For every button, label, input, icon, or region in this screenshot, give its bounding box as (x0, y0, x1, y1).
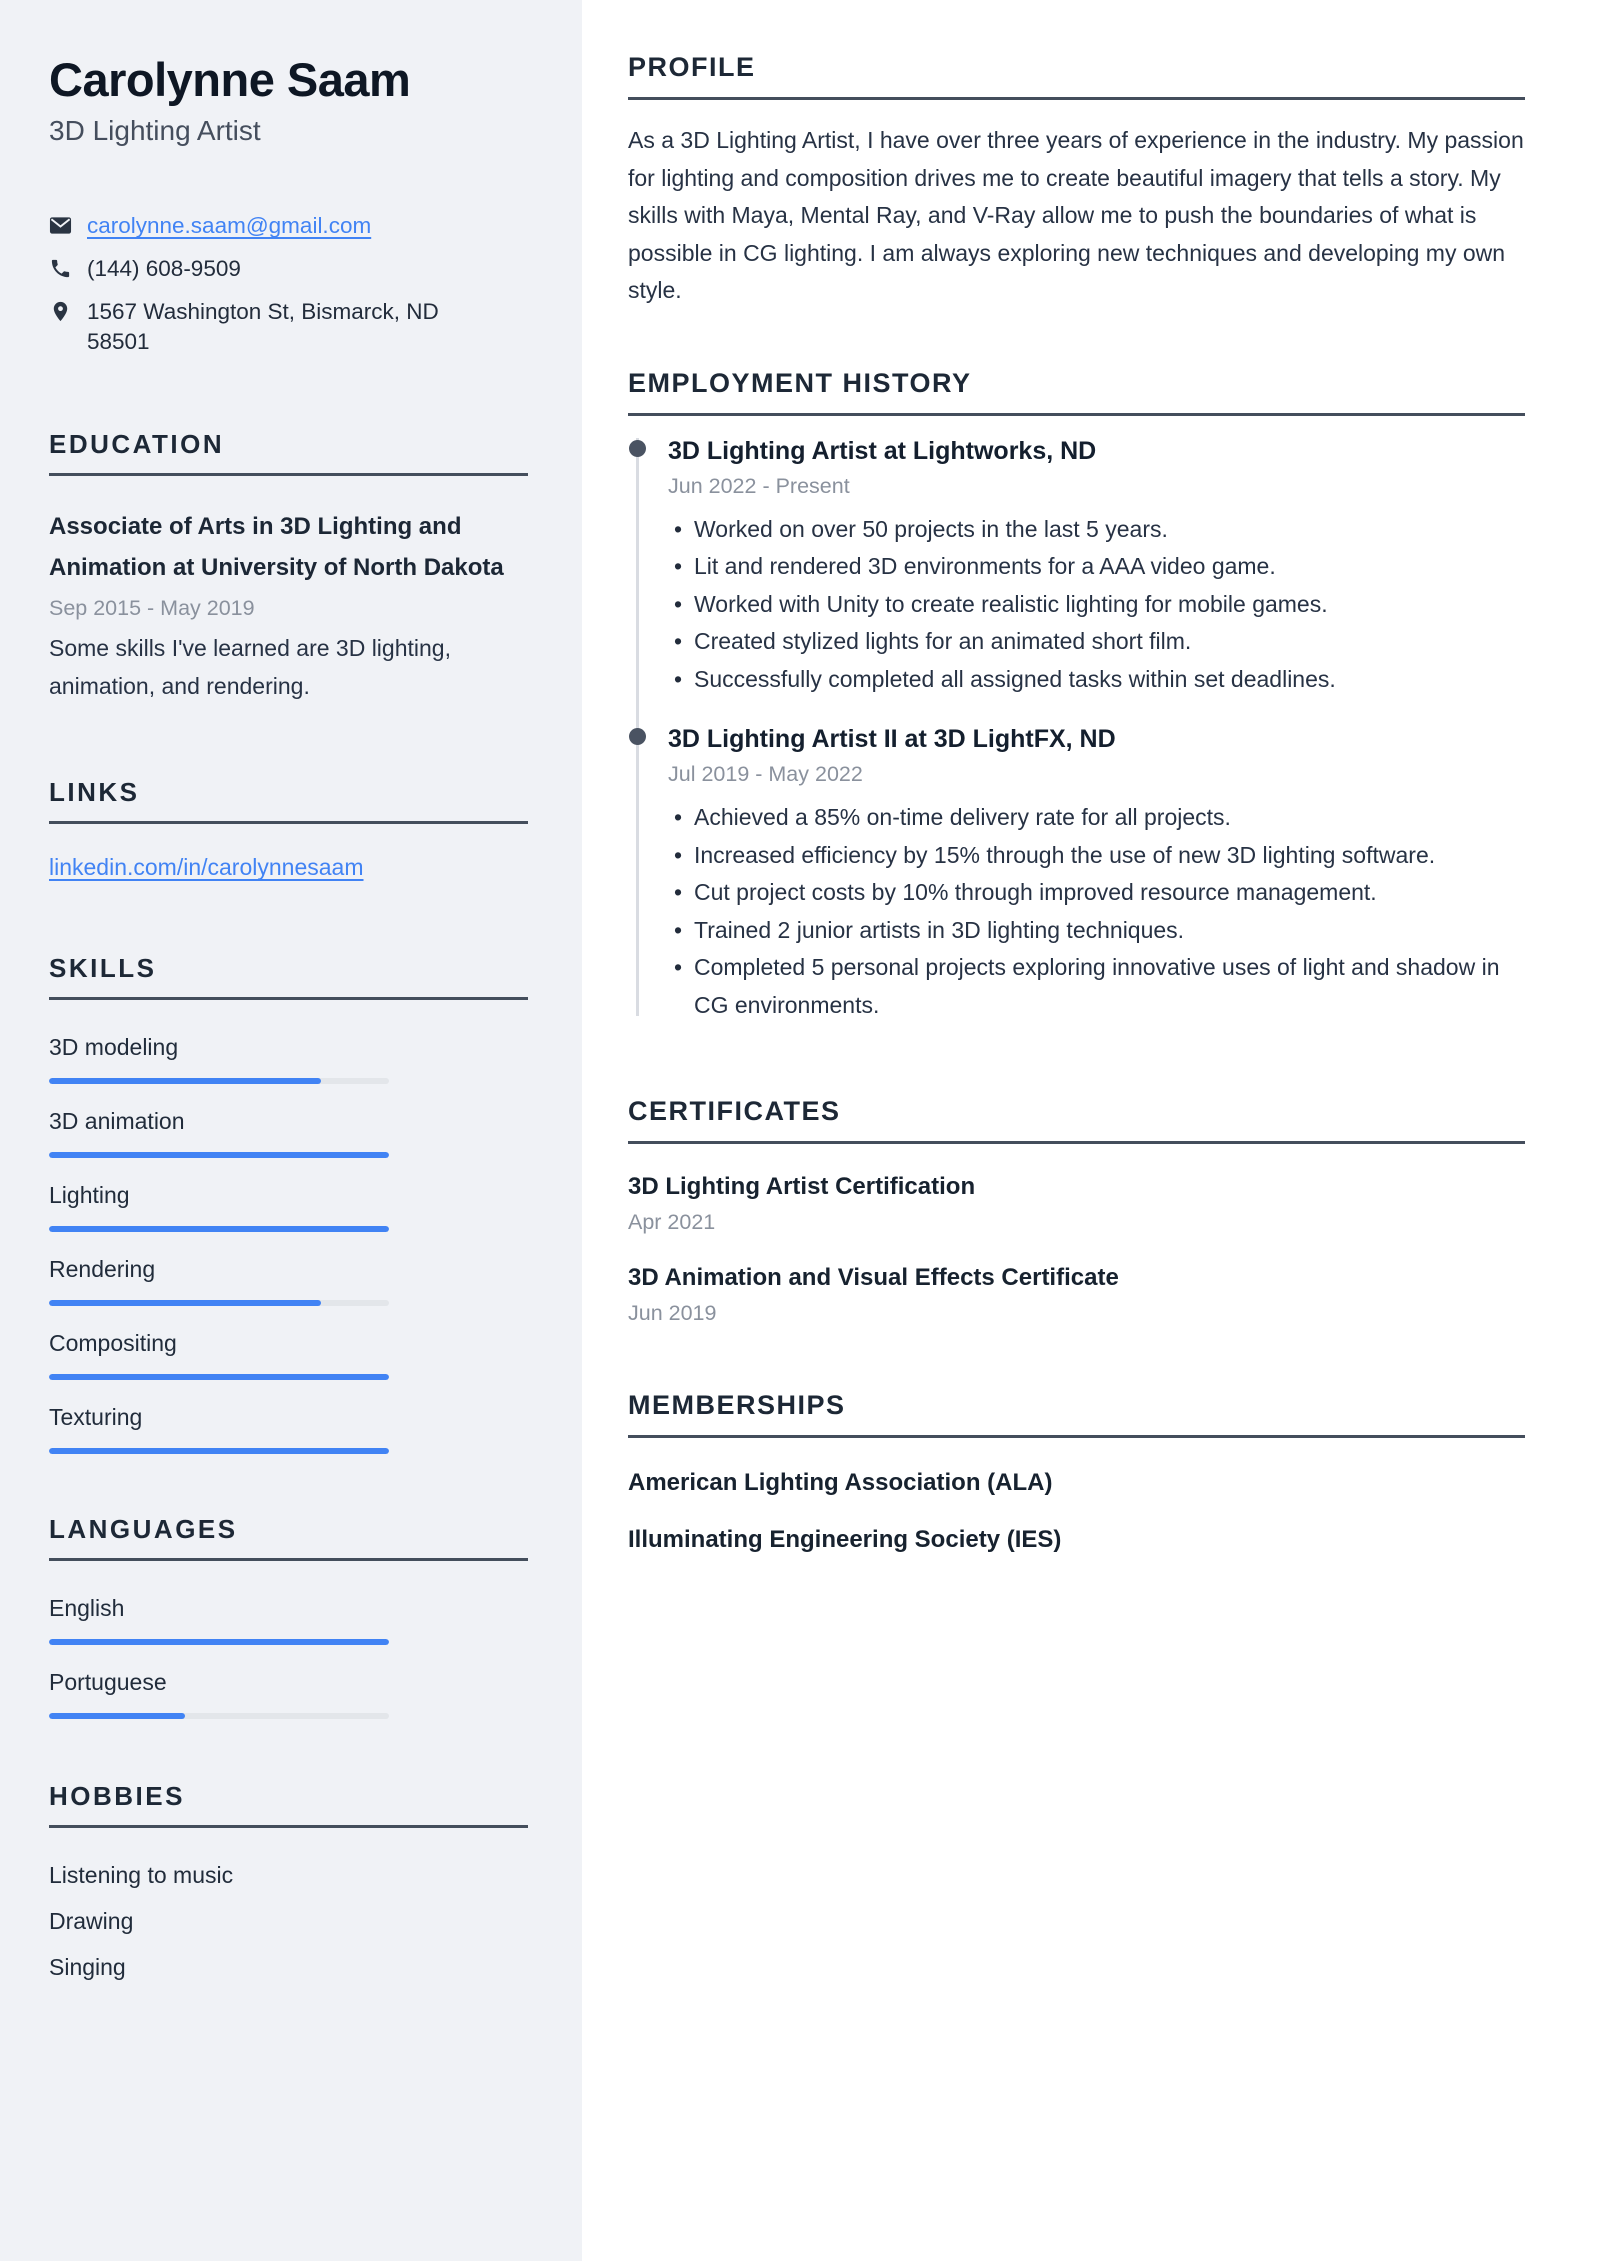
language-label: English (49, 1595, 125, 1622)
hobby-item: Singing (49, 1954, 126, 1981)
languages-list (49, 1593, 528, 1719)
language-bar-fill (49, 1639, 389, 1645)
main-column (582, 0, 1600, 1582)
skill-label: Texturing (49, 1404, 143, 1431)
skill-bar-track (49, 1226, 389, 1232)
skill-bar-fill (49, 1300, 321, 1306)
memberships-section (628, 1390, 1525, 1555)
contact-block (49, 211, 528, 357)
job-bullet: • Created stylized lights for an animated short film. (674, 623, 1525, 661)
email-link[interactable]: carolynne.saam@gmail.com (87, 213, 372, 239)
skills-list (49, 1032, 528, 1454)
section-rule (49, 821, 528, 824)
membership-item: Illuminating Engineering Society (IES) (628, 1526, 1062, 1553)
address (87, 297, 439, 357)
skill-bar-track (49, 1078, 389, 1084)
job-title: 3D Lighting Artist II at 3D LightFX, ND (668, 725, 1116, 753)
job-dates: Jun 2022 - Present (668, 473, 850, 498)
job-bullet: • Lit and rendered 3D environments for a AAA video game. (674, 548, 1525, 586)
job-dates: Jul 2019 - May 2022 (668, 762, 863, 786)
hobbies-list (49, 1852, 528, 1990)
contact-email-row (49, 211, 528, 241)
profile-text: As a 3D Lighting Artist, I have over three years of experience in the industry. My passion for lighting and composition drives me to create beautiful imagery that tells a story. My skills with Maya, Mental Ray, and V-Ray allow me to push the boundaries of what is possible in CG lighting. I am always exploring new techniques and developing my own style. (628, 127, 1524, 303)
skill-item (49, 1106, 528, 1158)
certificate-item (628, 1263, 1525, 1326)
certificate-item (628, 1172, 1525, 1235)
education-dates: Sep 2015 - May 2019 (49, 596, 255, 621)
languages-heading: LANGUAGES (49, 1514, 238, 1545)
profile-heading: PROFILE (628, 52, 756, 82)
person-name: Carolynne Saam (49, 53, 411, 106)
job-title: 3D Lighting Artist at Lightworks, ND (668, 436, 1097, 465)
certificate-date: Apr 2021 (628, 1210, 716, 1234)
skill-label: 3D animation (49, 1108, 185, 1135)
job-bullet: • Trained 2 junior artists in 3D lighting techniques. (674, 912, 1525, 950)
skill-item (49, 1254, 528, 1306)
job-bullet: • Cut project costs by 10% through improved resource management. (674, 874, 1525, 912)
certificate-title: 3D Lighting Artist Certification (628, 1173, 976, 1200)
hobby-item: Drawing (49, 1908, 134, 1935)
job-bullet: • Successfully completed all assigned tasks within set deadlines. (674, 661, 1525, 699)
section-rule (49, 997, 528, 1000)
skill-item (49, 1032, 528, 1084)
hobbies-section (49, 1781, 528, 1990)
section-rule (628, 97, 1525, 100)
skill-bar-fill (49, 1374, 389, 1380)
skill-label: Compositing (49, 1330, 177, 1357)
certificates-heading: CERTIFICATES (628, 1096, 841, 1126)
job-bullet: • Worked with Unity to create realistic lighting for mobile games. (674, 586, 1525, 624)
job-bullet: • Worked on over 50 projects in the last 5 years. (674, 511, 1525, 549)
section-rule (628, 1141, 1525, 1144)
section-rule (49, 1825, 528, 1828)
job-entry (628, 436, 1525, 699)
skill-item (49, 1402, 528, 1454)
links-section (49, 777, 528, 881)
language-label: Portuguese (49, 1669, 167, 1696)
skill-bar-track (49, 1374, 389, 1380)
phone-icon (49, 257, 72, 280)
job-bullet: • Completed 5 personal projects exploring innovative uses of light and shadow in CG environments. (674, 949, 1525, 1024)
employment-timeline (628, 436, 1525, 1025)
language-bar-track (49, 1639, 389, 1645)
skill-label: Lighting (49, 1182, 130, 1209)
skill-item (49, 1328, 528, 1380)
employment-heading: EMPLOYMENT HISTORY (628, 367, 972, 398)
links-heading: LINKS (49, 777, 140, 808)
language-item (49, 1667, 528, 1719)
section-rule (628, 413, 1525, 416)
memberships-list (628, 1468, 1525, 1555)
phone-number: (144) 608-9509 (87, 256, 241, 282)
job-bullet-list (668, 799, 1525, 1024)
person-job-title: 3D Lighting Artist (49, 114, 261, 146)
timeline-dot-icon (629, 440, 646, 457)
skills-heading: SKILLS (49, 953, 157, 984)
education-description: Some skills I've learned are 3D lighting, animation, and rendering. (49, 635, 451, 700)
skill-bar-fill (49, 1078, 321, 1084)
section-rule (49, 473, 528, 476)
skill-bar-fill (49, 1226, 389, 1232)
skill-bar-track (49, 1300, 389, 1306)
job-entry (628, 724, 1525, 1024)
skill-bar-track (49, 1448, 389, 1454)
language-bar-track (49, 1713, 389, 1719)
profile-section (628, 52, 1525, 310)
linkedin-link[interactable]: linkedin.com/in/carolynnesaam (49, 854, 364, 881)
job-bullet-list (668, 511, 1525, 699)
hobbies-heading: HOBBIES (49, 1781, 185, 1812)
job-bullet: • Increased efficiency by 15% through the use of new 3D lighting software. (674, 837, 1525, 875)
skill-label: Rendering (49, 1256, 156, 1283)
skill-label: 3D modeling (49, 1034, 179, 1061)
memberships-heading: MEMBERSHIPS (628, 1390, 846, 1420)
contact-phone-row (49, 254, 528, 284)
job-bullet: • Achieved a 85% on-time delivery rate for all projects. (674, 799, 1525, 837)
education-degree: Associate of Arts in 3D Lighting and Animation at University of North Dakota (49, 513, 504, 582)
address-line-2: 58501 (87, 329, 150, 355)
language-bar-fill (49, 1713, 185, 1719)
sidebar (0, 0, 582, 2261)
skill-bar-track (49, 1152, 389, 1158)
timeline-dot-icon (629, 728, 646, 745)
education-heading: EDUCATION (49, 429, 225, 460)
education-section (49, 429, 528, 705)
address-line-1: 1567 Washington St, Bismarck, ND (87, 299, 439, 325)
location-icon (49, 300, 72, 323)
certificate-title: 3D Animation and Visual Effects Certificate (628, 1264, 1119, 1291)
section-rule (49, 1558, 528, 1561)
certificates-section (628, 1096, 1525, 1326)
hobby-item: Listening to music (49, 1862, 234, 1889)
skills-section (49, 953, 528, 1454)
languages-section (49, 1514, 528, 1719)
skill-item (49, 1180, 528, 1232)
contact-address-row (49, 297, 528, 357)
section-rule (628, 1435, 1525, 1438)
skill-bar-fill (49, 1448, 389, 1454)
employment-section (628, 368, 1525, 1025)
membership-item: American Lighting Association (ALA) (628, 1469, 1053, 1496)
language-item (49, 1593, 528, 1645)
certificate-date: Jun 2019 (628, 1301, 717, 1325)
email-icon (49, 214, 72, 237)
skill-bar-fill (49, 1152, 389, 1158)
